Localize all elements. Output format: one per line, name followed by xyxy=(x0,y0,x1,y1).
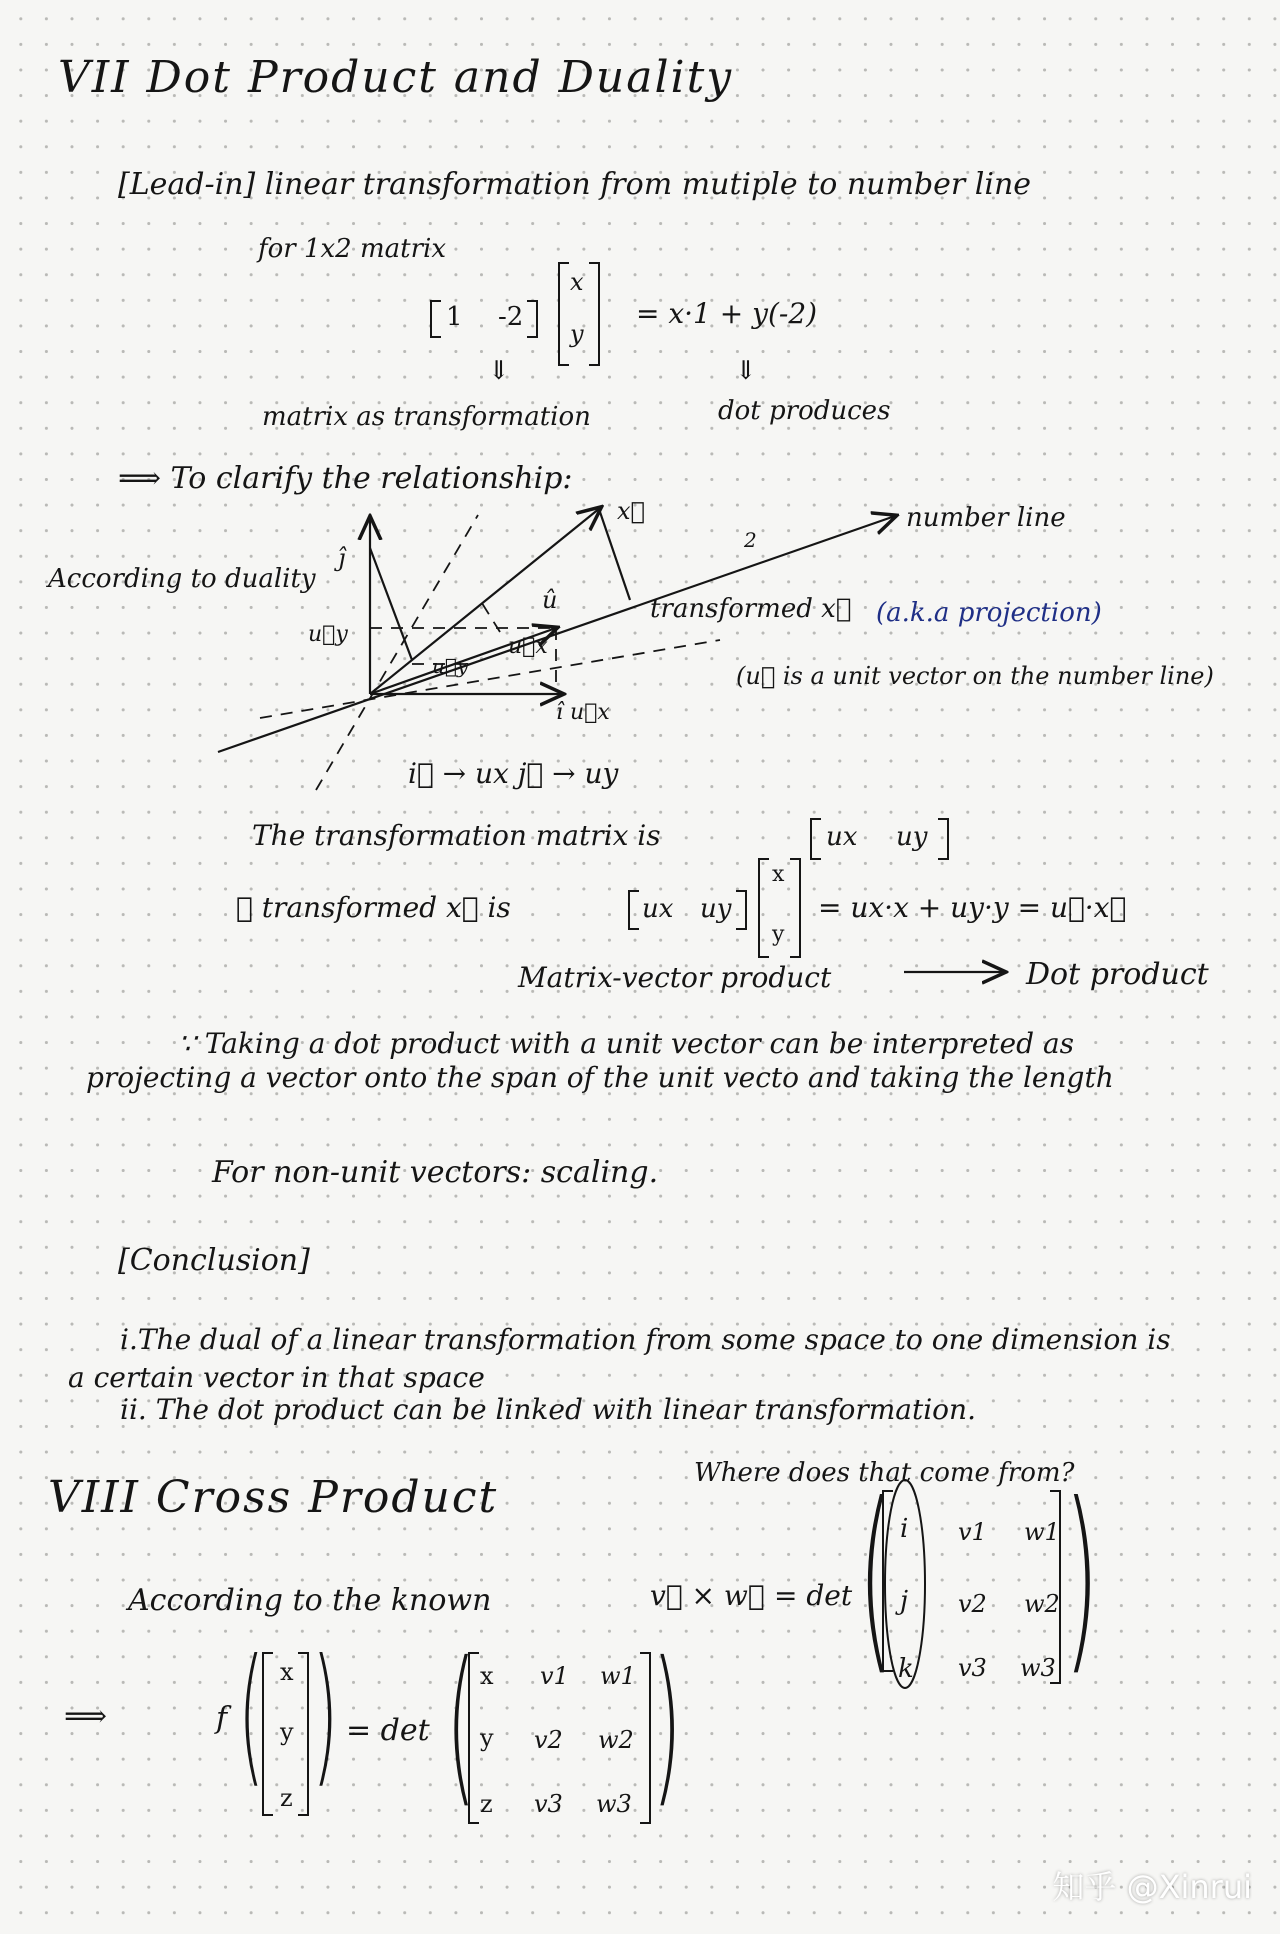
vector-entry: z xyxy=(280,1784,293,1812)
matrix-entry: uy xyxy=(896,822,928,852)
equals-det-1: = det xyxy=(774,1579,853,1612)
conclusion-i-line-2: a certain vector in that space xyxy=(68,1361,485,1394)
matrix-entry: w2 xyxy=(598,1726,634,1754)
x-vector-label: x⃗ xyxy=(617,497,645,525)
matrix-entry: v2 xyxy=(534,1726,563,1754)
according-known: According to the known xyxy=(128,1583,492,1618)
label-matrix-as-transformation: matrix as transformation xyxy=(262,402,591,432)
matrix-entry: -2 xyxy=(498,302,524,332)
number-two: 2 xyxy=(744,528,757,552)
because-line-2: projecting a vector onto the span of the unit vecto and taking the length xyxy=(86,1061,1114,1094)
matrix-entry: uy xyxy=(700,894,732,924)
u-hat-label: û xyxy=(542,586,558,614)
uy-label: u⃗y xyxy=(308,622,348,647)
matrix-entry: w3 xyxy=(596,1790,632,1818)
conclusion-i-line-1: i.The dual of a linear transformation from some space to one dimension is xyxy=(120,1323,1171,1356)
vector-entry: x xyxy=(570,268,584,296)
matrix-entry: w1 xyxy=(600,1662,636,1690)
matrix-entry: x xyxy=(480,1662,494,1690)
conclusion-ii-line: ii. The dot product can be linked with linear transformation. xyxy=(120,1393,976,1426)
lead-in-line: [Lead-in] linear transformation from mutiple to number line xyxy=(118,167,1032,202)
matrix-entry: v1 xyxy=(540,1662,569,1690)
vector-entry: x xyxy=(772,862,785,887)
matrix-entry: i xyxy=(900,1514,909,1544)
function-f: f xyxy=(216,1701,228,1736)
watermark: 知乎 @Xinrui xyxy=(1052,1868,1252,1906)
matrix-entry: v3 xyxy=(534,1790,563,1818)
vector-entry: y xyxy=(280,1718,294,1746)
down-arrow-right: ⇓ xyxy=(735,356,757,386)
matrix-entry: ux xyxy=(826,822,858,852)
matrix-entry: y xyxy=(480,1724,494,1752)
implies-arrow: ⟹ xyxy=(64,1699,108,1734)
matrix-entry: w3 xyxy=(1020,1654,1056,1682)
matrix-entry: 1 xyxy=(446,302,463,332)
down-arrow-left: ⇓ xyxy=(488,356,510,386)
matrix-entry: w2 xyxy=(1024,1590,1060,1618)
number-line-label: number line xyxy=(906,503,1066,533)
matrix-size-line: for 1x2 matrix xyxy=(258,234,446,264)
where-question: Where does that come from? xyxy=(694,1458,1075,1488)
therefore-line: ∴ transformed x⃗ is xyxy=(236,891,511,924)
clarify-line: ⟹ To clarify the relationship: xyxy=(118,461,573,496)
i-ux-label: î u⃗x xyxy=(556,700,610,725)
dot-product-result: = ux·x + uy·y = u⃗·x⃗ xyxy=(818,891,1127,924)
non-unit-line: For non-unit vectors: scaling. xyxy=(212,1155,659,1190)
conclusion-title: [Conclusion] xyxy=(118,1243,310,1278)
matrix-entry: v3 xyxy=(958,1654,987,1682)
ux-label: u⃗x xyxy=(508,634,548,659)
label-dot-products: dot produces xyxy=(718,396,891,426)
vector-entry: y xyxy=(570,320,584,348)
matrix-entry: j xyxy=(900,1586,909,1616)
equals-det-2: = det xyxy=(346,1713,430,1748)
matrix-entry: v2 xyxy=(958,1590,987,1618)
matrix-entry: ux xyxy=(642,894,674,924)
section-vii-heading: VII Dot Product and Duality xyxy=(58,52,734,103)
vector-entry: x xyxy=(280,1658,294,1686)
v-cross-w: v⃗ × w⃗ xyxy=(650,1579,765,1612)
because-line-1: ∵ Taking a dot product with a unit vector can be interpreted as xyxy=(178,1027,1074,1060)
transformed-label: transformed x⃗ xyxy=(650,594,852,624)
matrix-vector-label: Matrix-vector product xyxy=(518,961,832,994)
duality-note: According to duality xyxy=(48,564,316,594)
unit-vector-note: (u⃗ is a unit vector on the number line) xyxy=(736,662,1214,690)
matrix-entry: k xyxy=(898,1654,914,1684)
vector-entry: y xyxy=(772,922,785,947)
matrix-entry: w1 xyxy=(1024,1518,1060,1546)
uy-inner-label: u⃗y xyxy=(432,654,469,678)
section-viii-heading: VIII Cross Product xyxy=(48,1472,499,1523)
transformation-matrix-line: The transformation matrix is xyxy=(252,819,661,852)
lead-in-equals: = x·1 + y(-2) xyxy=(636,297,818,330)
j-hat-label: ĵ xyxy=(338,544,346,572)
matrix-entry: z xyxy=(480,1790,493,1818)
basis-mapping: i⃗ → ux j⃗ → uy xyxy=(408,757,619,790)
aka-projection-label: (a.k.a projection) xyxy=(876,598,1102,628)
dot-product-label: Dot product xyxy=(1026,957,1209,992)
matrix-entry: v1 xyxy=(958,1518,987,1546)
